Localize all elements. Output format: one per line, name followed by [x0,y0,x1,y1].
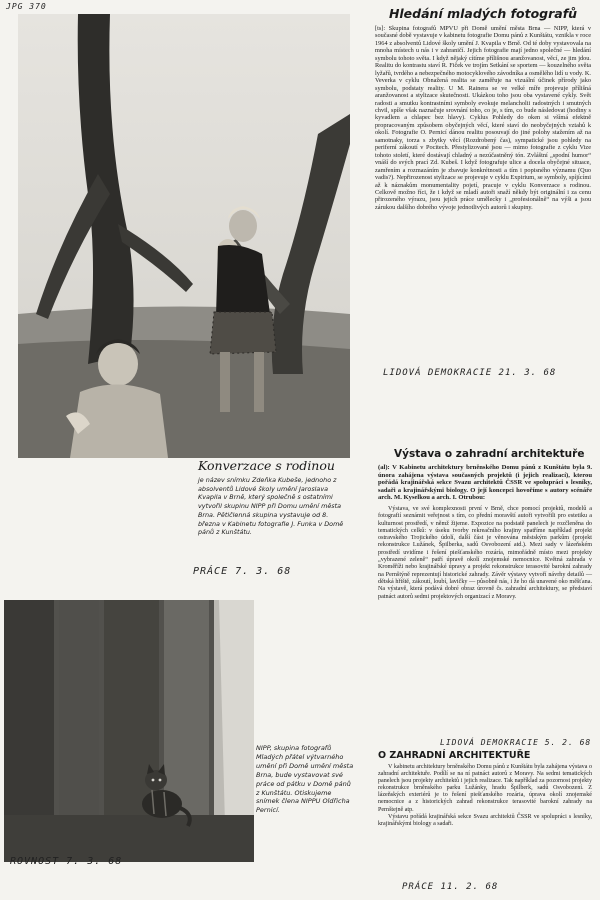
cat-photo-illustration [4,600,254,862]
article2-headline: Výstava o zahradní architektuře [394,448,585,460]
article-about-garden-architecture [378,750,592,828]
article1-headline: Hledání mladých fotografů [388,6,578,21]
article3-source-note: PRÁCE 11. 2. 68 [402,882,499,892]
article-garden-architecture-exhibition [378,448,592,601]
article2-source-note: LIDOVÁ DEMOKRACIE 5. 2. 68 [440,738,592,747]
article2-body: Výstava, ve své komplexnosti první v Brně, chce pomocí projektů, modelů a fotografií seznámit veřejnost s tím, co přední moravští autoři vytvořili pro estetiku a kulturnost prostředí, v němž žijeme. Expozice na podstatě panelech je rozčleněna do tematických celků: v úseku tvorby rekreačního krajiny spatříme například projekt ostravského Trojického údolí, další část je věnována městským parkům (projekt rekonstrukce Lužánek, Špilberka, sadů Osvobození atd.). Mezi sady v lázeňském prostředí uvidíme i řešení piešťanského rozáría, mimořádně místo mezi projekty „vybrazené zeleně“ patří úpravě okolí znojemské nemocnice. Květná zahrada v Kroměříži nebo krajinářské úpravy a projekt rekonstrukce terasovité barokní zahrady na Pernštýně reprezentují historické zahrady. Závěr výstavy vytvoří návrhy detailů — dětská hřiště, zákoutí, loubí, lavičky — působně nás, i že ho dá unavené oko měšťana. Na výstavě, která podává dobré obraz úrovně čs. zahradní architektury, se představí patnáct autorů sedmi projektových organizací z Moravy. [378,505,592,600]
photo1-caption-text: je název snímku Zdeňka Kubeše, jednoho z absolventů Lidové školy umění Jaroslava Kvapila v Brně, který společně s ostatními vytvořil skupinu NIPP při Domu umění města Brna. Pětičlenná skupina vystavuje od 8. března v Kabinetu fotografie J. Funka v Domě pánů z Kunštátu. [198,476,344,537]
photo-family-conversation [18,14,350,458]
photo-cat [4,600,254,862]
article3-body: V kabinetu architektury brněnského Domu pánů z Kunštátu byla zahájena výstava o zahradní architektuře. Podílí se na ní patnáct autorů z Moravy. Na sedmi tematických panelech jsou projekty architektů i jejich realizace. Tak například za pozornost projekty rekonstrukce brněnského parku Lužánky, hradu Špilberk, sadů Osvobození. Z lázeňských exteriérů je to řešení piešťanského rozária, úprava okolí znojemské nemocnice a z historických zahrad rekonstrukce terasovité barokní zahrady na Pernštejně atp. [378,764,592,813]
photo1-caption-title: Konverzace s rodinou [198,458,335,473]
photo2-caption-text: NIPP, skupina fotografů Mladých přátel výtvarného umění při Domě umění města Brna, bude vystavovat své práce od pátku v Domě pánů z Kunštátu. Otiskujeme snímek člena NIPPU Oldřicha Pernicí. [256,744,354,815]
article3-headline: O ZAHRADNÍ ARCHITEKTUŘE [378,750,531,761]
article1-body: [ts]: Skupina fotografů MPVU při Domě umění města Brna — NIPP, která v současné době vystavuje v kabinetu fotografie Domu pánů z Kunštátu, vznikla v roce 1964 z absolventů Lidové školy umění J. Kvapila v Brně. Od té doby vystavovala na mnoha místech u nás i v zahraničí. Jejich fotografie mají jedno společné — hledání symbolu tohoto světa. I když nějaký cítíme přílišnou aranžovanost, věcí, ze jim jdou. Realitu do kontrastu staví R. Fiček ve trojím Setkání se sportem — kouzelného světa lyžařů, tvrdého a nebezpečného motocyklového závodníka a osmělého lidí u vody. K. Veverka v cyklu Obnažená realita se zaměřuje na vizuální účinek přírody jako symbolu, podstaty reality. U M. Rainera se ve velké míře projevuje přílišná aranžovanost a stylizace skutečnosti. Ukázkou toho jsou oba vystavené cykly. Svět radosti a smutku kontrastními symboly evokuje melancholii radostných i smutných chvil, spíše však naznačuje srovnání toho, co je, s tím, co bude následovat (hodiny s kyvadlem a chlapec bez hlavy). Cyklus Pohledy do oken si všímá efektně propracovaným způsobem obyčejných věcí, které staví do neobyčejných vztahů k okolí. Fotografie O. Pernicí dánou realitu posouvají do jiné polohy stažením až na samotnaky, torza s zbytky věcí (Rozdrobený čas), sympatické jsou pohledy na periferní zákoutí v Pocitech. Přestylizované jsou — mimo fotografie z cyklu Vize tohoto století, které dostávají chladný a nezúčastněný tón. Zvláštní „spodní humor“ vnáší do svých prací Zd. Kubeš. I když fotografuje ulice a docela obyčejné situace, zamřením a rozmazáním je zbavuje konkrétnosti a tím i popisného významu (Quo vadis?). Nepřirozenost stylizace se projevuje v cyklu Expirium, se symboly, spíjícími až k náznakům monumentality pojetí, pracuje v cyklu Konverzace s rodinou. Celkově možno říci, že i když se mladí autoři snaží někdy být originální i za cenu přirozeného výrazu, jsou jejich práce umělecky i „profesionálně“ na výši a jsou zárukou dalšího dobrého vývoje jednotlivých autorů i skupiny. [375,25,591,211]
photo2-source-note: ROVNOST 7. 3. 68 [10,856,123,867]
photo2-caption [256,744,356,815]
article2-lead: (al): V Kabinetu architektury brněnského Domu pánů z Kunštátu byla 9. února zahájena výstava současných projektů (i jejich realizací), kterou pořádá krajinářská sekce Svazu architektů ČSSR ve spolupráci s lesníky, sadaři a krajinářskými biology. O její koncepci hovoříme s autory scénáře arch. M. Kyselkou a arch. I. Otrubou: [378,464,592,502]
article3-body-2: Výstavu pořádá krajinářská sekce Svazu architektů ČSSR ve spolupráci s lesníky, krajinářskými biology a sadaři. [378,813,592,827]
family-photo-illustration [18,14,350,458]
photo1-caption [198,458,350,537]
archive-note: JPG 370 [6,2,47,11]
photo1-source-note: PRÁCE 7. 3. 68 [193,566,292,577]
article1-source-note: LIDOVÁ DEMOKRACIE 21. 3. 68 [383,368,557,378]
article-young-photographers [375,6,591,211]
